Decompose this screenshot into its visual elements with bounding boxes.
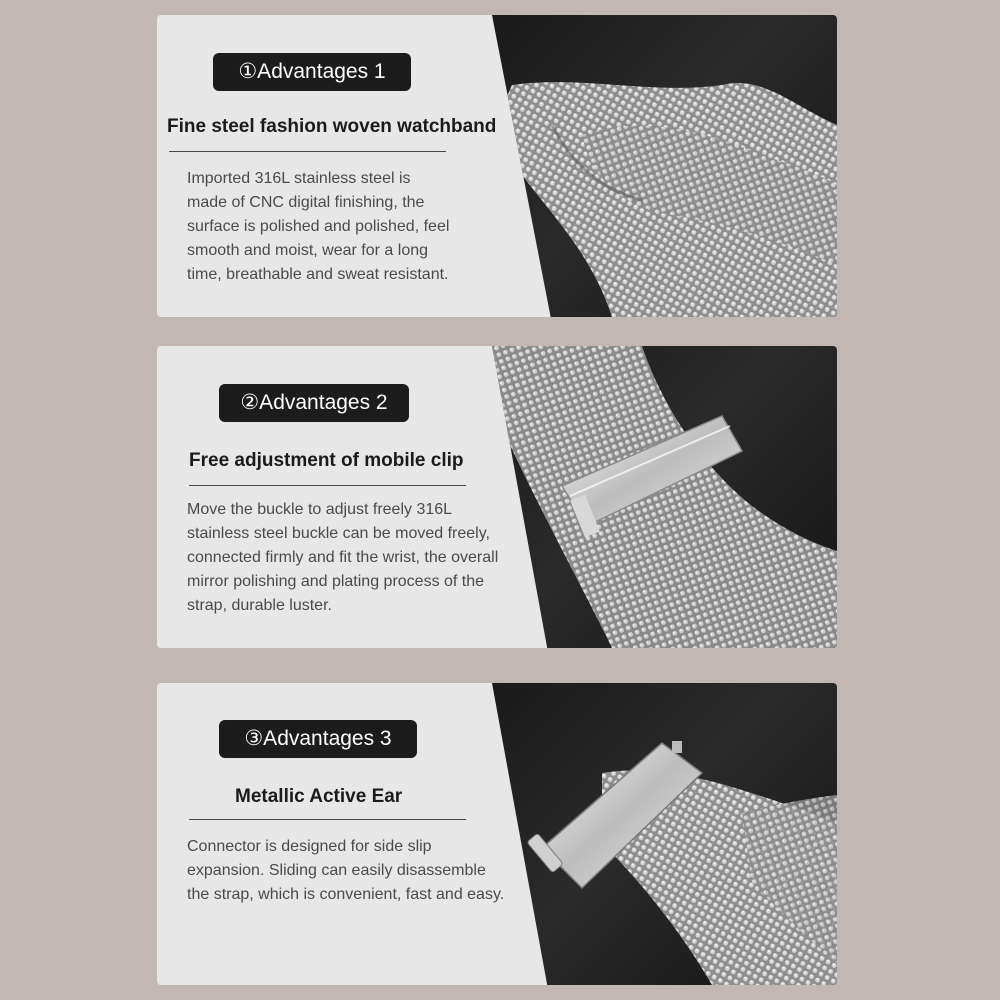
advantage-card-3: [157, 683, 837, 985]
advantage-badge: ①Advantages 1: [213, 53, 411, 91]
advantage-heading: Free adjustment of mobile clip: [189, 450, 464, 471]
steel-mesh-band-folded-icon: [492, 15, 837, 317]
advantage-description: Move the buckle to adjust freely 316L stainless steel buckle can be moved freely, connected firmly and fit the wrist, the overall mirror polishing and plating process of the strap, durable luster.: [187, 501, 499, 614]
advantage-card-2: [157, 346, 837, 648]
heading-divider: [189, 485, 466, 486]
advantage-badge: ②Advantages 2: [219, 384, 409, 422]
advantage-description: Connector is designed for side slip expansion. Sliding can easily disassemble the strap, which is convenient, fast and easy.: [187, 838, 505, 903]
advantage-heading: Fine steel fashion woven watchband: [167, 116, 497, 137]
steel-mesh-band-clip-icon: [492, 346, 837, 648]
advantage-description: Imported 316L stainless steel is made of CNC digital finishing, the surface is polished and polished, feel smooth and moist, wear for a long time, breathable and sweat resistant.: [187, 170, 450, 283]
advantage-card-1: [157, 15, 837, 317]
advantage-badge: ③Advantages 3: [219, 720, 417, 758]
heading-divider: [189, 819, 466, 820]
steel-mesh-band-connector-icon: [492, 683, 837, 985]
advantage-heading: Metallic Active Ear: [235, 786, 403, 807]
heading-divider: [169, 151, 446, 152]
